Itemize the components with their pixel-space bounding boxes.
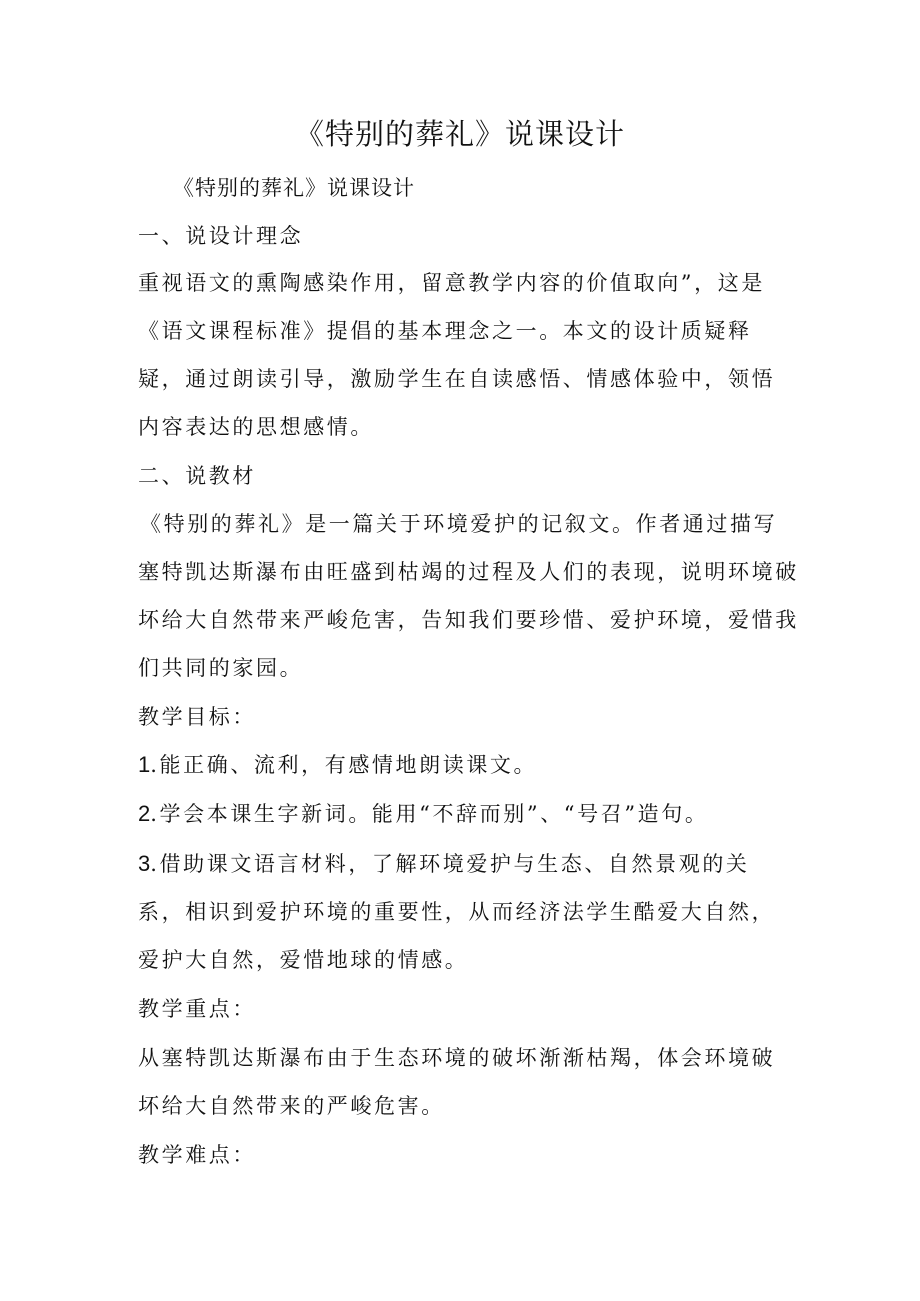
- paragraph-line: 们共同的家园。: [138, 656, 304, 680]
- goal-text: .学会本课生字新词。能用“不辞而别”、“号召”造句。: [150, 802, 709, 826]
- paragraph-line: 坏给大自然带来严峻危害，告知我们要珍惜、爱护环境，爱惜我: [138, 608, 799, 632]
- section-heading-textbook: 二、说教材: [138, 464, 256, 488]
- paragraph-line: 从塞特凯达斯瀑布由于生态环境的破坏渐渐枯羯，体会环境破: [138, 1046, 776, 1070]
- goal-number: 1: [138, 752, 151, 777]
- goal-text-continued: 系，相识到爱护环境的重要性，从而经济法学生酷爱大自然，: [138, 900, 776, 924]
- paragraph-line: 坏给大自然带来的严峻危害。: [138, 1094, 445, 1118]
- section-heading-design-concept: 一、说设计理念: [138, 224, 304, 248]
- goal-text: .能正确、流利，有感情地朗读课文。: [150, 753, 538, 777]
- goal-item-2: [138, 799, 708, 829]
- paragraph-line: 内容表达的思想感情。: [138, 415, 374, 439]
- goal-item-1: [138, 750, 537, 780]
- paragraph-line: 《语文课程标准》提倡的基本理念之一。本文的设计质疑释: [138, 319, 752, 343]
- paragraph-line: 疑，通过朗读引导，激励学生在自读感悟、情感体验中，领悟: [138, 367, 776, 391]
- section-heading-difficulties: 教学难点：: [138, 1143, 256, 1167]
- section-heading-teaching-goals: 教学目标：: [138, 705, 256, 729]
- section-heading-key-points: 教学重点：: [138, 997, 256, 1021]
- goal-text: .借助课文语言材料，了解环境爱护与生态、自然景观的关: [150, 852, 750, 876]
- goal-text-continued: 爱护大自然，爱惜地球的情感。: [138, 948, 469, 972]
- paragraph-line: 《特别的葬礼》是一篇关于环境爱护的记叙文。作者通过描写: [140, 512, 778, 536]
- goal-number: 2: [138, 801, 151, 826]
- goal-item-3: [138, 849, 750, 879]
- paragraph-line: 塞特凯达斯瀑布由旺盛到枯竭的过程及人们的表现，说明环境破: [138, 560, 799, 584]
- document-title: 《特别的葬礼》说课设计: [294, 117, 625, 151]
- goal-number: 3: [138, 851, 151, 876]
- document-subtitle: 《特别的葬礼》说课设计: [173, 176, 415, 200]
- paragraph-line: 重视语文的熏陶感染作用，留意教学内容的价值取向”，这是: [138, 271, 765, 295]
